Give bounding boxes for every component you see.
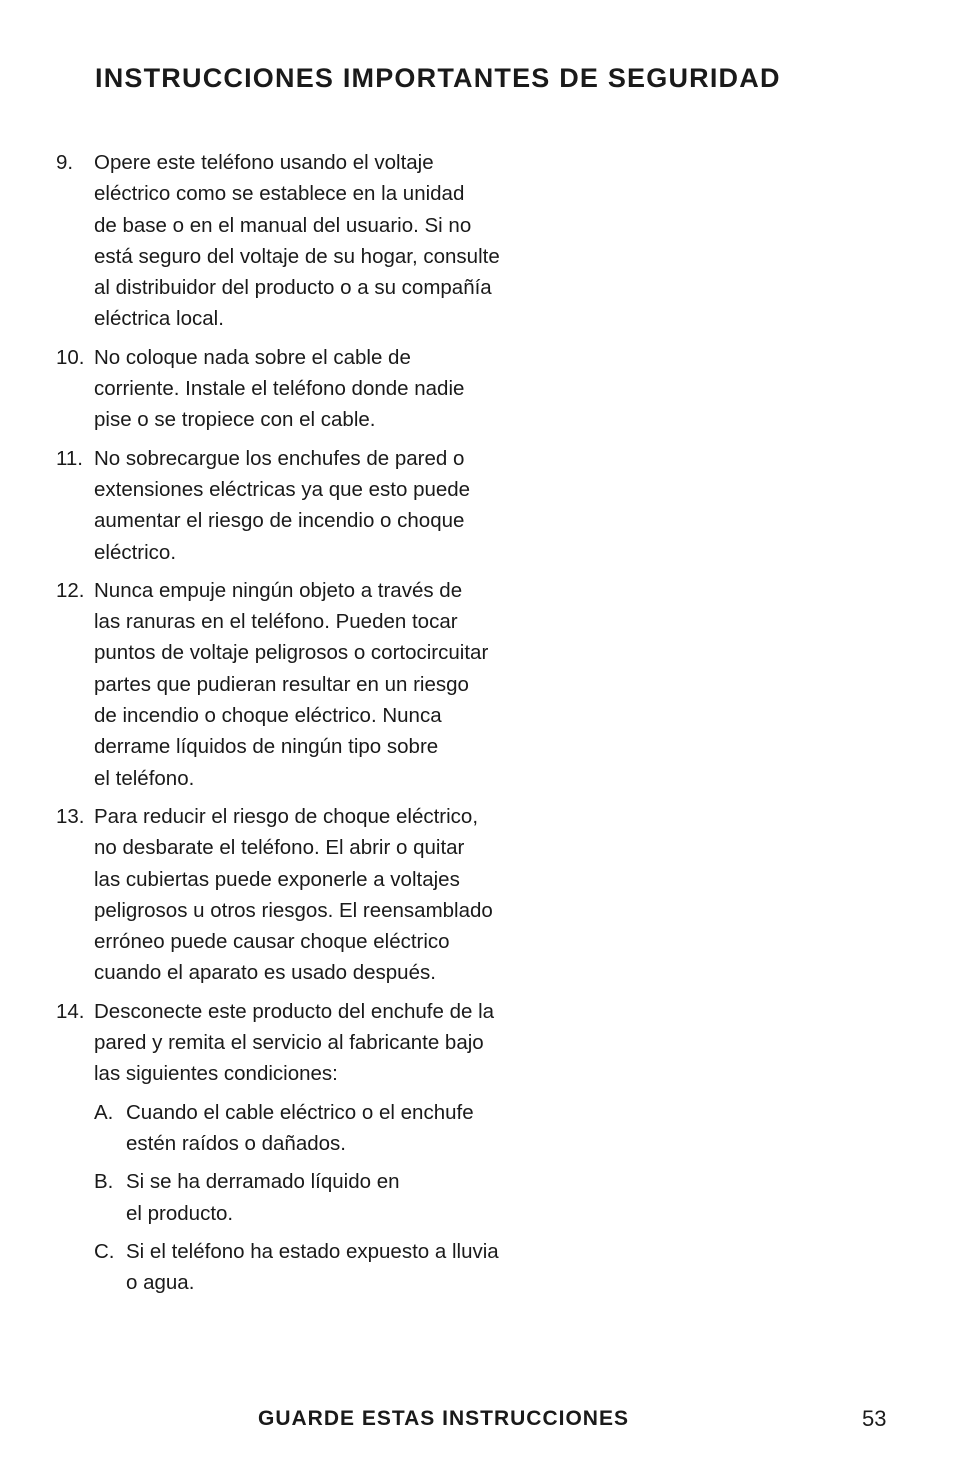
instruction-text-line: Para reducir el riesgo de choque eléctrico, [94, 804, 479, 828]
instruction-number: 14. [56, 999, 85, 1023]
instruction-text-line: No coloque nada sobre el cable de [94, 345, 411, 369]
condition-text-line: o agua. [126, 1271, 195, 1295]
instruction-number: 11. [56, 446, 83, 470]
condition-text-line: Si se ha derramado líquido en [126, 1170, 400, 1194]
safety-instructions-list [56, 147, 536, 1305]
instruction-text-line: el teléfono. [94, 766, 195, 790]
instruction-text-line: de base o en el manual del usuario. Si no [94, 213, 472, 237]
instruction-text-line: Desconecte este producto del enchufe de la [94, 999, 495, 1023]
instruction-item [56, 443, 536, 568]
instruction-text-line: no desbarate el teléfono. El abrir o quitar [94, 836, 465, 860]
instruction-text-line: derrame líquidos de ningún tipo sobre [94, 735, 439, 759]
condition-letter: C. [94, 1239, 115, 1263]
condition-item [94, 1166, 536, 1229]
condition-text-line: estén raídos o dañados. [126, 1131, 346, 1155]
instruction-number: 10. [56, 345, 85, 369]
instruction-text-line: aumentar el riesgo de incendio o choque [94, 509, 465, 533]
condition-letter: B. [94, 1170, 114, 1194]
condition-text-line: Si el teléfono ha estado expuesto a lluvia [126, 1239, 499, 1263]
instruction-text-line: las siguientes condiciones: [94, 1062, 338, 1086]
instruction-text-line: pise o se tropiece con el cable. [94, 408, 376, 432]
instruction-item [56, 996, 536, 1299]
instruction-text-line: las ranuras en el teléfono. Pueden tocar [94, 610, 458, 634]
instruction-text-line: eléctrico como se establece en la unidad [94, 182, 465, 206]
instruction-text-line: erróneo puede causar choque eléctrico [94, 930, 450, 954]
instruction-number: 9. [56, 151, 74, 174]
condition-letter: A. [94, 1100, 114, 1124]
condition-text-line: el producto. [126, 1201, 234, 1225]
instruction-text-line: está seguro del voltaje de su hogar, consulte [94, 244, 500, 268]
footer-label: GUARDE ESTAS INSTRUCCIONES [258, 1407, 629, 1430]
instruction-number: 13. [56, 804, 85, 828]
instruction-text-line: partes que pudieran resultar en un riesgo [94, 672, 469, 696]
instruction-text-line: Nunca empuje ningún objeto a través de [94, 578, 463, 602]
instruction-number: 12. [56, 578, 85, 602]
instruction-text-line: peligrosos u otros riesgos. El reensamblado [94, 898, 493, 922]
instruction-text-line: cuando el aparato es usado después. [94, 961, 436, 985]
condition-item [94, 1097, 536, 1160]
instruction-text-line: puntos de voltaje peligrosos o cortocircuitar [94, 641, 489, 665]
condition-item [94, 1236, 536, 1299]
instruction-text-line: No sobrecargue los enchufes de pared o [94, 446, 465, 470]
instruction-item [56, 801, 536, 989]
instruction-item [56, 147, 536, 335]
instruction-text-line: al distribuidor del producto o a su compañía [94, 276, 492, 300]
page-title: INSTRUCCIONES IMPORTANTES DE SEGURIDAD [95, 63, 781, 93]
page-number: 53 [862, 1406, 887, 1431]
instruction-text-line: corriente. Instale el teléfono donde nadie [94, 377, 465, 401]
condition-sub-list [94, 1097, 536, 1299]
instruction-item [56, 575, 536, 794]
instruction-text-line: extensiones eléctricas ya que esto puede [94, 477, 471, 501]
instruction-text-line: eléctrica local. [94, 307, 224, 331]
instruction-item [56, 342, 536, 436]
instruction-text-line: eléctrico. [94, 540, 177, 564]
instruction-text-line: las cubiertas puede exponerle a voltajes [94, 867, 460, 891]
condition-text-line: Cuando el cable eléctrico o el enchufe [126, 1100, 474, 1124]
instruction-text-line: pared y remita el servicio al fabricante bajo [94, 1031, 484, 1055]
instruction-text-line: de incendio o choque eléctrico. Nunca [94, 704, 442, 728]
instruction-text-line: Opere este teléfono usando el voltaje [94, 151, 434, 174]
